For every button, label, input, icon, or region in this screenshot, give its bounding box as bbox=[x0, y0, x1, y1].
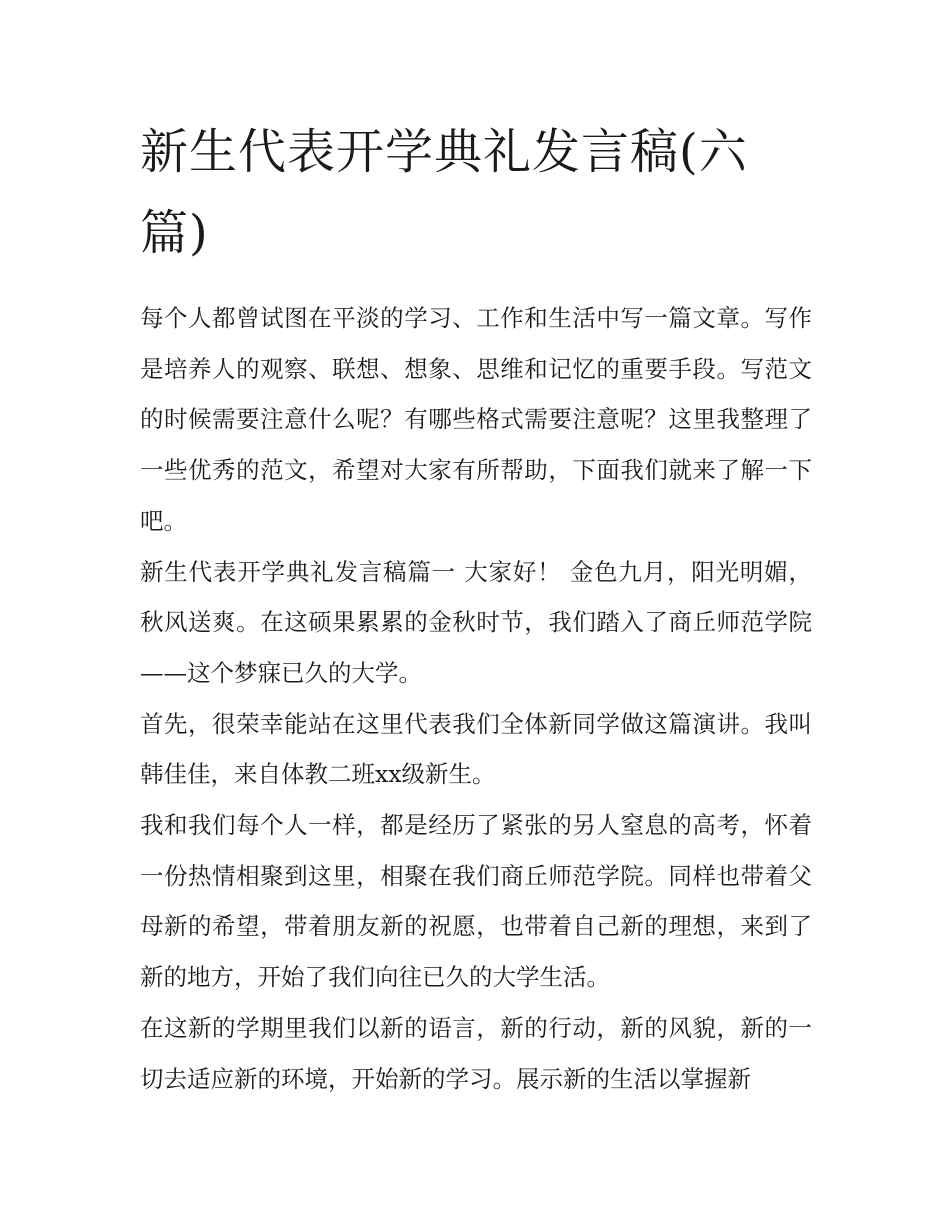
document-page bbox=[140, 112, 812, 1104]
document-title: 新生代表开学典礼发言稿(六篇) bbox=[140, 124, 748, 261]
body-paragraph: 在这新的学期里我们以新的语言，新的行动，新的风貌，新的一切去适应新的环境，开始新的学习。展示新的生活以掌握新 bbox=[140, 1013, 812, 1093]
body-paragraph: 我和我们每个人一样，都是经历了紧张的另人窒息的高考，怀着一份热情相聚到这里，相聚在我们商丘师范学院。同样也带着父母新的希望，带着朋友新的祝愿，也带着自己新的理想，来到了新的地方，开始了我们向往已久的大学生活。 bbox=[140, 811, 812, 992]
document-body bbox=[140, 293, 812, 1104]
body-paragraph: 新生代表开学典礼发言稿篇一 大家好！ 金色九月，阳光明媚，秋风送爽。在这硕果累累的金秋时节，我们踏入了商丘师范学院——这个梦寐已久的大学。 bbox=[140, 557, 812, 687]
body-paragraph: 首先，很荣幸能站在这里代表我们全体新同学做这篇演讲。我叫韩佳佳，来自体教二班xx级新生。 bbox=[140, 709, 812, 789]
body-paragraph: 每个人都曾试图在平淡的学习、工作和生活中写一篇文章。写作是培养人的观察、联想、想象、思维和记忆的重要手段。写范文的时候需要注意什么呢？有哪些格式需要注意呢？这里我整理了一些优秀的范文，希望对大家有所帮助，下面我们就来了解一下吧。 bbox=[140, 304, 812, 535]
